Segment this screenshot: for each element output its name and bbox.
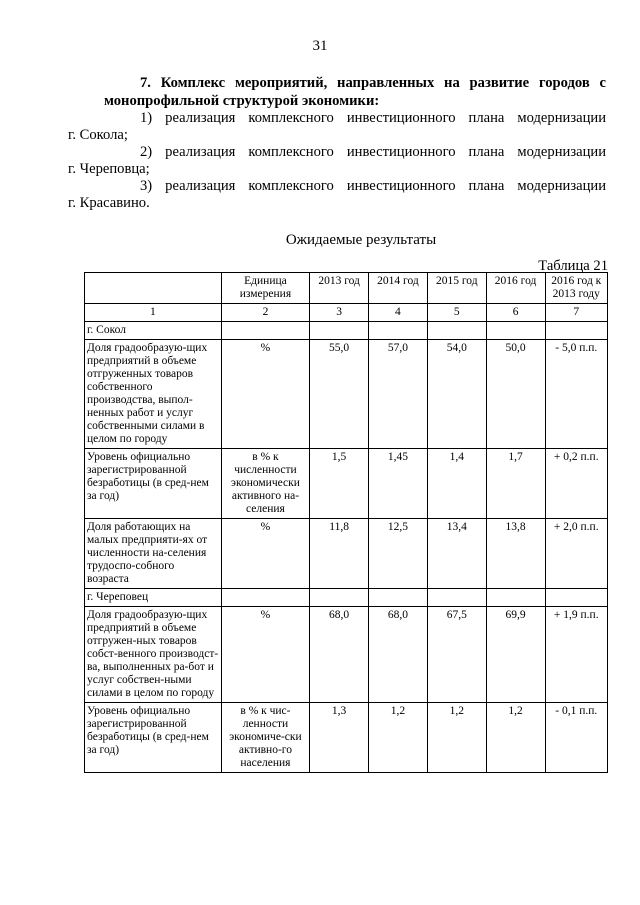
- section-row: [85, 322, 608, 340]
- value-2014: 1,45: [369, 449, 428, 519]
- header-cell: [85, 273, 222, 304]
- column-number: 5: [427, 304, 486, 322]
- value-2014: 12,5: [369, 519, 428, 589]
- table-header-row: [85, 273, 608, 304]
- value-2015: 67,5: [427, 607, 486, 703]
- column-number: 4: [369, 304, 428, 322]
- value-change: + 2,0 п.п.: [545, 519, 608, 589]
- value-2014: 68,0: [369, 607, 428, 703]
- indicator-name: Доля градообразую-щих предприятий в объеме отгруженных товаров собственного производства, выпол-ненных работ и услуг собственными силами в целом по городу: [85, 340, 222, 449]
- indicator-name: Доля работающих на малых предприяти-ях от численности на-селения трудоспо-собного возраста: [85, 519, 222, 589]
- indicator-unit: в % к численности экономически активного на-селения: [221, 449, 309, 519]
- table-row: [85, 519, 608, 589]
- column-number: 7: [545, 304, 608, 322]
- value-2016: 1,2: [486, 703, 545, 773]
- page-number: 31: [312, 38, 328, 54]
- value-2015: 1,2: [427, 703, 486, 773]
- header-cell: 2016 год к 2013 году: [545, 273, 608, 304]
- indicator-name: Доля градообразую-щих предприятий в объеме отгружен-ных товаров собст-венного производст-ва, выполненных ра-бот и услуг собствен-ными силами в целом по городу: [85, 607, 222, 703]
- indicator-unit: %: [221, 340, 309, 449]
- value-2015: 54,0: [427, 340, 486, 449]
- header-cell: 2014 год: [369, 273, 428, 304]
- value-change: - 0,1 п.п.: [545, 703, 608, 773]
- results-title: Ожидаемые результаты: [285, 232, 437, 248]
- value-change: - 5,0 п.п.: [545, 340, 608, 449]
- table-row: [85, 340, 608, 449]
- list-item: [68, 110, 606, 144]
- list-item: [68, 144, 606, 178]
- list-item-city: г. Череповца;: [68, 161, 150, 177]
- indicator-unit: в % к чис-ленности экономиче-ски активно-го населения: [221, 703, 309, 773]
- value-2013: 1,3: [310, 703, 369, 773]
- measures-list: [68, 110, 606, 212]
- results-table: [84, 272, 608, 773]
- table-row: [85, 703, 608, 773]
- list-item: [68, 178, 606, 212]
- table-row: [85, 449, 608, 519]
- list-item-line: 2) реализация комплексного инвестиционного плана модернизации: [140, 144, 606, 160]
- list-item-line: 1) реализация комплексного инвестиционного плана модернизации: [140, 110, 606, 126]
- list-item-line: 3) реализация комплексного инвестиционного плана модернизации: [140, 178, 606, 194]
- value-2015: 1,4: [427, 449, 486, 519]
- column-number: 6: [486, 304, 545, 322]
- header-cell: 2016 год: [486, 273, 545, 304]
- list-item-city: г. Красавино.: [68, 195, 150, 211]
- value-2016: 69,9: [486, 607, 545, 703]
- indicator-name: Уровень официально зарегистрированной безработицы (в сред-нем за год): [85, 703, 222, 773]
- value-change: + 1,9 п.п.: [545, 607, 608, 703]
- column-number: 2: [221, 304, 309, 322]
- indicator-name: Уровень официально зарегистрированной безработицы (в сред-нем за год): [85, 449, 222, 519]
- table-label: Таблица 21: [538, 258, 608, 274]
- column-number: 3: [310, 304, 369, 322]
- value-2013: 11,8: [310, 519, 369, 589]
- value-2016: 50,0: [486, 340, 545, 449]
- value-2014: 57,0: [369, 340, 428, 449]
- value-2014: 1,2: [369, 703, 428, 773]
- indicator-unit: %: [221, 519, 309, 589]
- column-number-row: [85, 304, 608, 322]
- table-row: [85, 607, 608, 703]
- header-cell: 2015 год: [427, 273, 486, 304]
- column-number: 1: [85, 304, 222, 322]
- value-2013: 55,0: [310, 340, 369, 449]
- header-cell: Единица измерения: [221, 273, 309, 304]
- value-change: + 0,2 п.п.: [545, 449, 608, 519]
- value-2013: 1,5: [310, 449, 369, 519]
- section-row: [85, 589, 608, 607]
- section-city: г. Череповец: [85, 589, 222, 607]
- section-city: г. Сокол: [85, 322, 222, 340]
- value-2015: 13,4: [427, 519, 486, 589]
- list-item-city: г. Сокола;: [68, 127, 128, 143]
- value-2016: 1,7: [486, 449, 545, 519]
- header-cell: 2013 год: [310, 273, 369, 304]
- value-2016: 13,8: [486, 519, 545, 589]
- section-heading: 7. Комплекс мероприятий, направленных на развитие городов с монопрофильной структурой экономики:: [104, 75, 606, 109]
- indicator-unit: %: [221, 607, 309, 703]
- value-2013: 68,0: [310, 607, 369, 703]
